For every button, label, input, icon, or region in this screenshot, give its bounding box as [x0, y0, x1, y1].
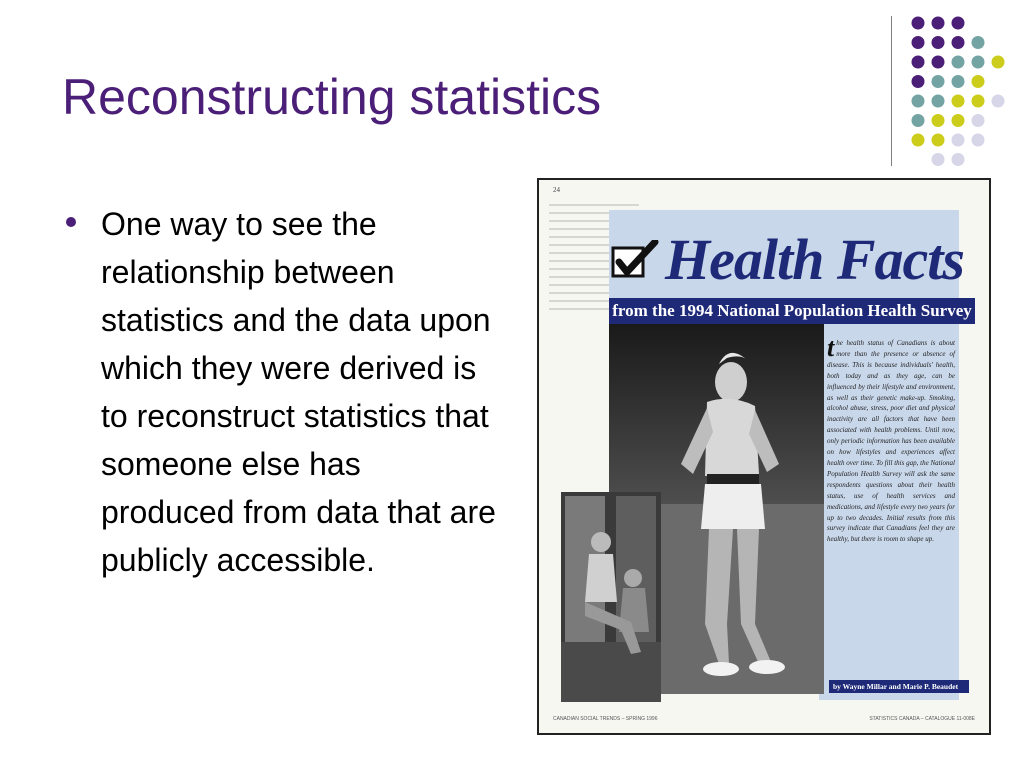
decorative-dot: [952, 56, 965, 69]
decorative-dot: [912, 36, 925, 49]
decorative-dot: [952, 134, 965, 147]
decorative-dot: [912, 114, 925, 127]
decorative-dot: [912, 134, 925, 147]
decorative-dot: [972, 114, 985, 127]
decorative-dot: [912, 75, 925, 88]
body-paragraph: he health status of Canadians is about more than the presence or absence of disease. This is because individuals' health, both today and as they age, can be influenced by their lifestyle and environment, as well as their genetic make-up. Smoking, alcohol abuse, stress, poor diet and physical inactivity are all factors that have been associated with health problems. Until now, only periodic information has been available on how lifestyles and experiences affect health over time. To fill this gap, the National Population Health Survey will ask the same respondents questions about their health status, use of health services and medications, and lifestyle every two years for up to two decades. Initial results from this survey indicate that Canadians feel they are healthy, but there is room to shape up.: [827, 339, 955, 544]
magazine-headline: Health Facts: [665, 227, 964, 292]
decorative-dot: [972, 95, 985, 108]
magazine-body-text: [827, 333, 955, 545]
decorative-dot: [992, 56, 1005, 69]
decorative-dot: [932, 95, 945, 108]
decorative-dot: [912, 56, 925, 69]
decorative-dot: [912, 95, 925, 108]
decorative-dot: [932, 17, 945, 30]
decorative-dot: [952, 75, 965, 88]
decorative-dot: [972, 56, 985, 69]
decorative-dot: [972, 134, 985, 147]
inset-photo: [561, 492, 661, 702]
bullet-marker: [66, 217, 76, 227]
decorative-dot: [952, 114, 965, 127]
page-number: 24: [553, 186, 560, 194]
divider-line: [891, 16, 892, 166]
decorative-dot: [932, 114, 945, 127]
decorative-dot: [952, 153, 965, 166]
decorative-dot: [932, 134, 945, 147]
magazine-page-image: [537, 178, 991, 735]
checkbox-check-icon: [611, 240, 659, 280]
decorative-dot: [932, 56, 945, 69]
decorative-dot: [932, 36, 945, 49]
decorative-dot: [972, 36, 985, 49]
footer-left: CANADIAN SOCIAL TRENDS – SPRING 1996: [553, 716, 658, 722]
decorative-dot: [952, 95, 965, 108]
decorative-dot: [912, 17, 925, 30]
slide-title: Reconstructing statistics: [62, 69, 602, 125]
magazine-subheadline: from the 1994 National Population Health Survey: [609, 298, 975, 324]
decorative-dot: [952, 17, 965, 30]
decorative-dot: [932, 75, 945, 88]
dropcap-letter: t: [827, 333, 835, 362]
decorative-dot: [992, 95, 1005, 108]
magazine-byline: by Wayne Millar and Marie P. Beaudet: [829, 680, 969, 693]
bullet-item: One way to see the relationship between statistics and the data upon which they were derived is to reconstruct statistics that someone else has produced from data that are publicly accessible.: [101, 206, 496, 578]
decorative-dot: [932, 153, 945, 166]
footer-right: STATISTICS CANADA – CATALOGUE 11-008E: [869, 716, 975, 722]
decorative-dot: [972, 75, 985, 88]
decorative-dot: [952, 36, 965, 49]
